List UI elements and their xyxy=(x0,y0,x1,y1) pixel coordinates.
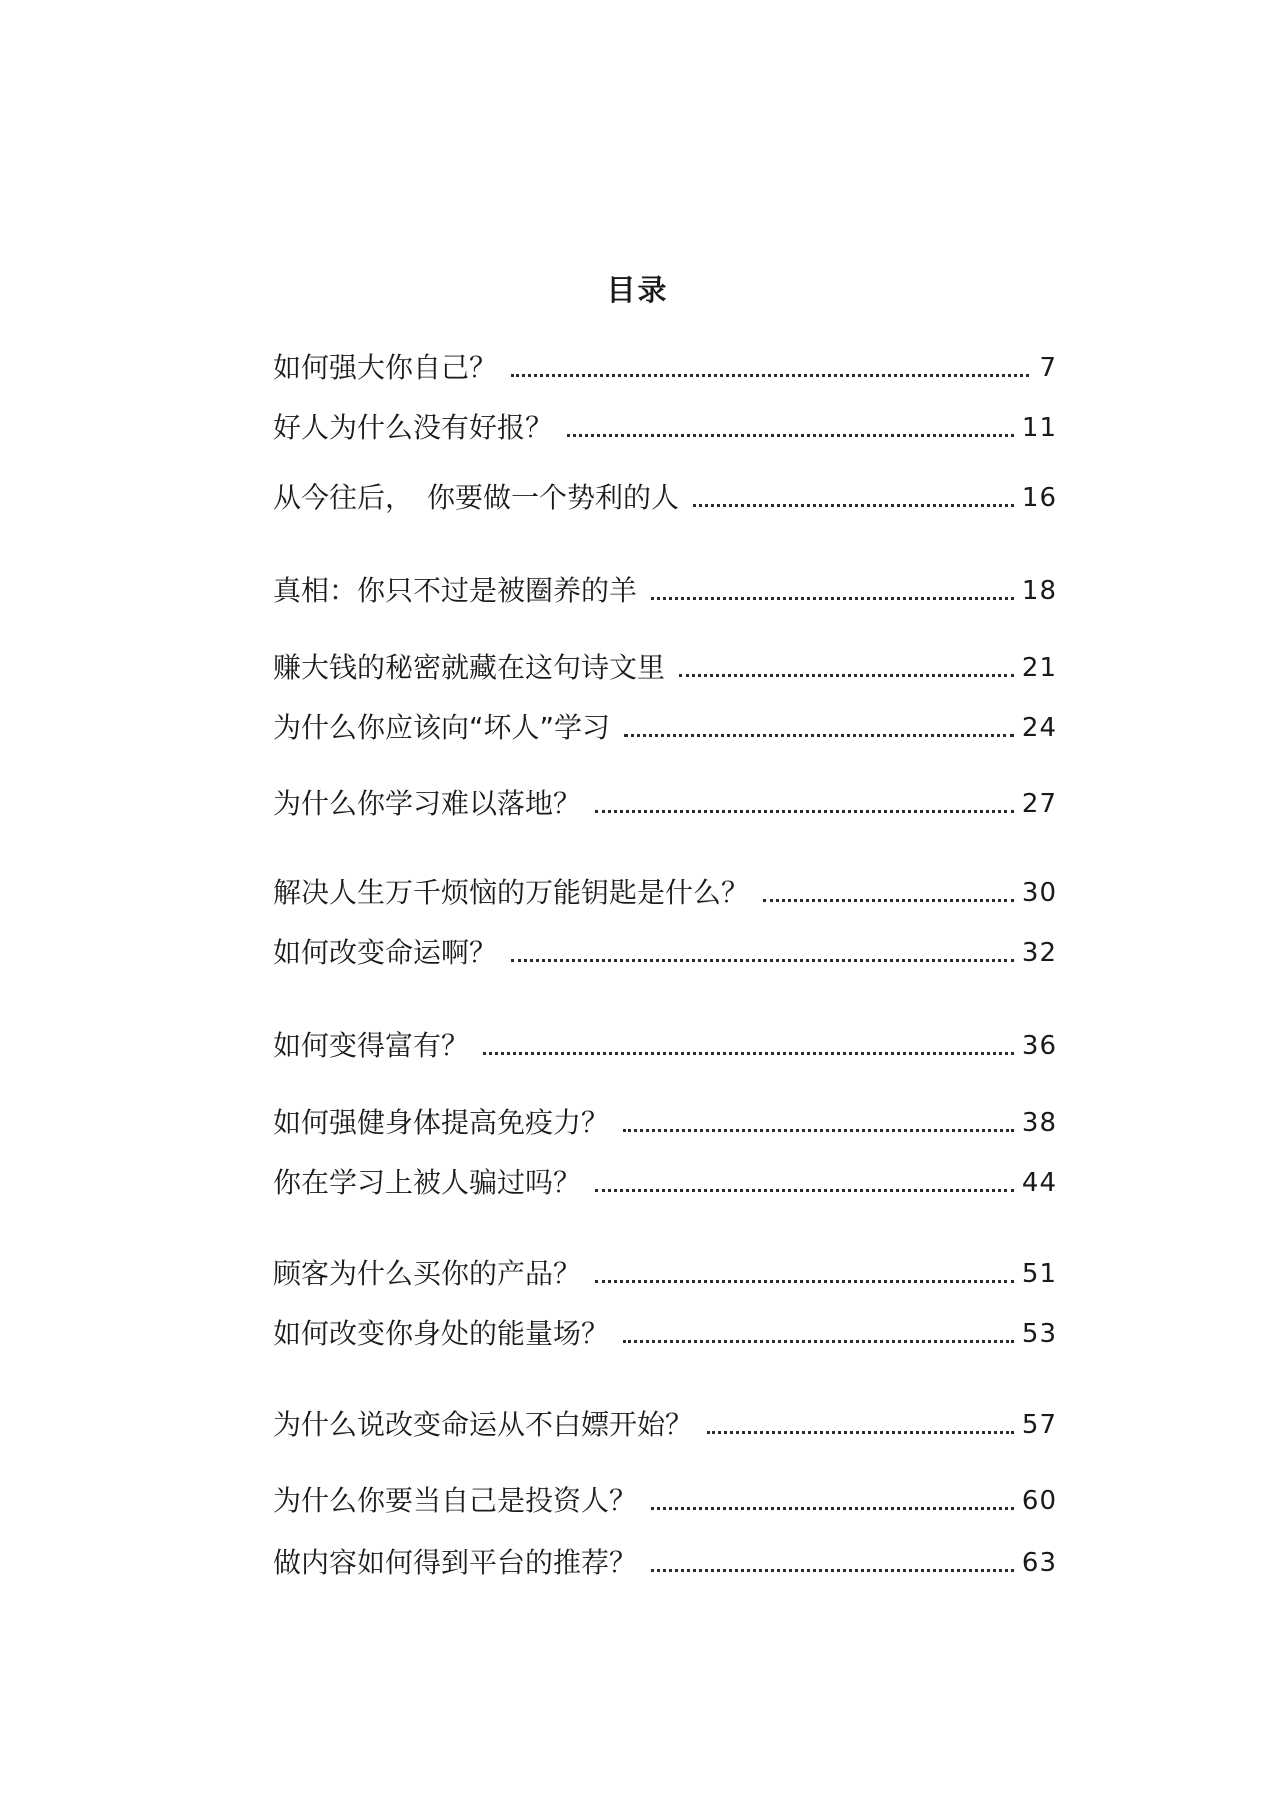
toc-entry xyxy=(273,708,1057,748)
toc-entry-label: 如何改变你身处的能量场？ xyxy=(273,1317,610,1350)
toc-entry-page-number: 21 xyxy=(1021,653,1057,683)
toc-leader-dots xyxy=(567,434,1014,437)
toc-leader-dots xyxy=(693,504,1014,507)
toc-leader-dots xyxy=(511,374,1029,377)
toc-leader-dots xyxy=(651,1507,1014,1510)
toc-entry-label: 做内容如何得到平台的推荐？ xyxy=(273,1546,638,1579)
toc-entry xyxy=(273,408,1057,448)
toc-entry-page-number: 63 xyxy=(1021,1548,1057,1578)
toc-entry-page-number: 7 xyxy=(1039,353,1057,383)
toc-leader-dots xyxy=(623,1129,1014,1132)
toc-entry xyxy=(273,873,1057,913)
toc-entry-page-number: 27 xyxy=(1021,789,1057,819)
toc-entry xyxy=(273,1254,1057,1294)
toc-entry-label: 为什么你应该向“坏人”学习 xyxy=(273,711,611,744)
toc-entry xyxy=(273,1405,1057,1445)
toc-entry-label: 赚大钱的秘密就藏在这句诗文里 xyxy=(273,651,666,684)
toc-entry xyxy=(273,1103,1057,1143)
toc-entry-label: 如何强大你自己？ xyxy=(273,351,498,384)
toc-entry-label: 你在学习上被人骗过吗？ xyxy=(273,1166,582,1199)
toc-leader-dots xyxy=(679,674,1014,677)
toc-leader-dots xyxy=(763,899,1014,902)
toc-entry xyxy=(273,1481,1057,1521)
toc-entry-page-number: 24 xyxy=(1021,713,1057,743)
toc-entry xyxy=(273,478,1057,518)
toc-entry-page-number: 11 xyxy=(1021,413,1057,443)
toc-entry-label: 为什么你学习难以落地？ xyxy=(273,787,582,820)
toc-entry xyxy=(273,933,1057,973)
toc-entry xyxy=(273,1026,1057,1066)
toc-leader-dots xyxy=(595,1189,1014,1192)
toc-entry-page-number: 44 xyxy=(1021,1168,1057,1198)
toc-entry xyxy=(273,348,1057,388)
toc-entry-page-number: 32 xyxy=(1021,938,1057,968)
toc-leader-dots xyxy=(624,734,1014,737)
toc-title: 目录 xyxy=(606,273,669,307)
toc-entry xyxy=(273,1543,1057,1583)
toc-entry-page-number: 30 xyxy=(1021,878,1057,908)
toc-leader-dots xyxy=(651,597,1014,600)
toc-entry-label: 顾客为什么买你的产品？ xyxy=(273,1257,582,1290)
toc-entry-label: 解决人生万千烦恼的万能钥匙是什么？ xyxy=(273,876,750,909)
toc-entry-page-number: 57 xyxy=(1021,1410,1057,1440)
toc-leader-dots xyxy=(595,1280,1014,1283)
toc-entry xyxy=(273,648,1057,688)
toc-entry-page-number: 16 xyxy=(1021,483,1057,513)
toc-entry xyxy=(273,1163,1057,1203)
toc-leader-dots xyxy=(595,810,1014,813)
toc-entry-page-number: 53 xyxy=(1021,1319,1057,1349)
toc-entry-label: 如何改变命运啊？ xyxy=(273,936,498,969)
toc-entry-page-number: 51 xyxy=(1021,1259,1057,1289)
toc-entry-label: 如何强健身体提高免疫力？ xyxy=(273,1106,610,1139)
toc-entry xyxy=(273,571,1057,611)
toc-entry xyxy=(273,784,1057,824)
toc-entry-label: 如何变得富有？ xyxy=(273,1029,470,1062)
toc-entry-page-number: 36 xyxy=(1021,1031,1057,1061)
toc-leader-dots xyxy=(707,1431,1014,1434)
toc-leader-dots xyxy=(623,1340,1014,1343)
toc-entry-label: 从今往后， 你要做一个势利的人 xyxy=(273,481,680,514)
toc-entry-page-number: 60 xyxy=(1021,1486,1057,1516)
toc-leader-dots xyxy=(651,1569,1014,1572)
toc-entry-label: 好人为什么没有好报？ xyxy=(273,411,554,444)
toc-entry-label: 真相：你只不过是被圈养的羊 xyxy=(273,574,638,607)
toc-entry-page-number: 38 xyxy=(1021,1108,1057,1138)
toc-entry-page-number: 18 xyxy=(1021,576,1057,606)
toc-entry-label: 为什么你要当自己是投资人？ xyxy=(273,1484,638,1517)
toc-leader-dots xyxy=(511,959,1014,962)
toc-entry-label: 为什么说改变命运从不白嫖开始？ xyxy=(273,1408,694,1441)
toc-leader-dots xyxy=(483,1052,1014,1055)
toc-entry xyxy=(273,1314,1057,1354)
